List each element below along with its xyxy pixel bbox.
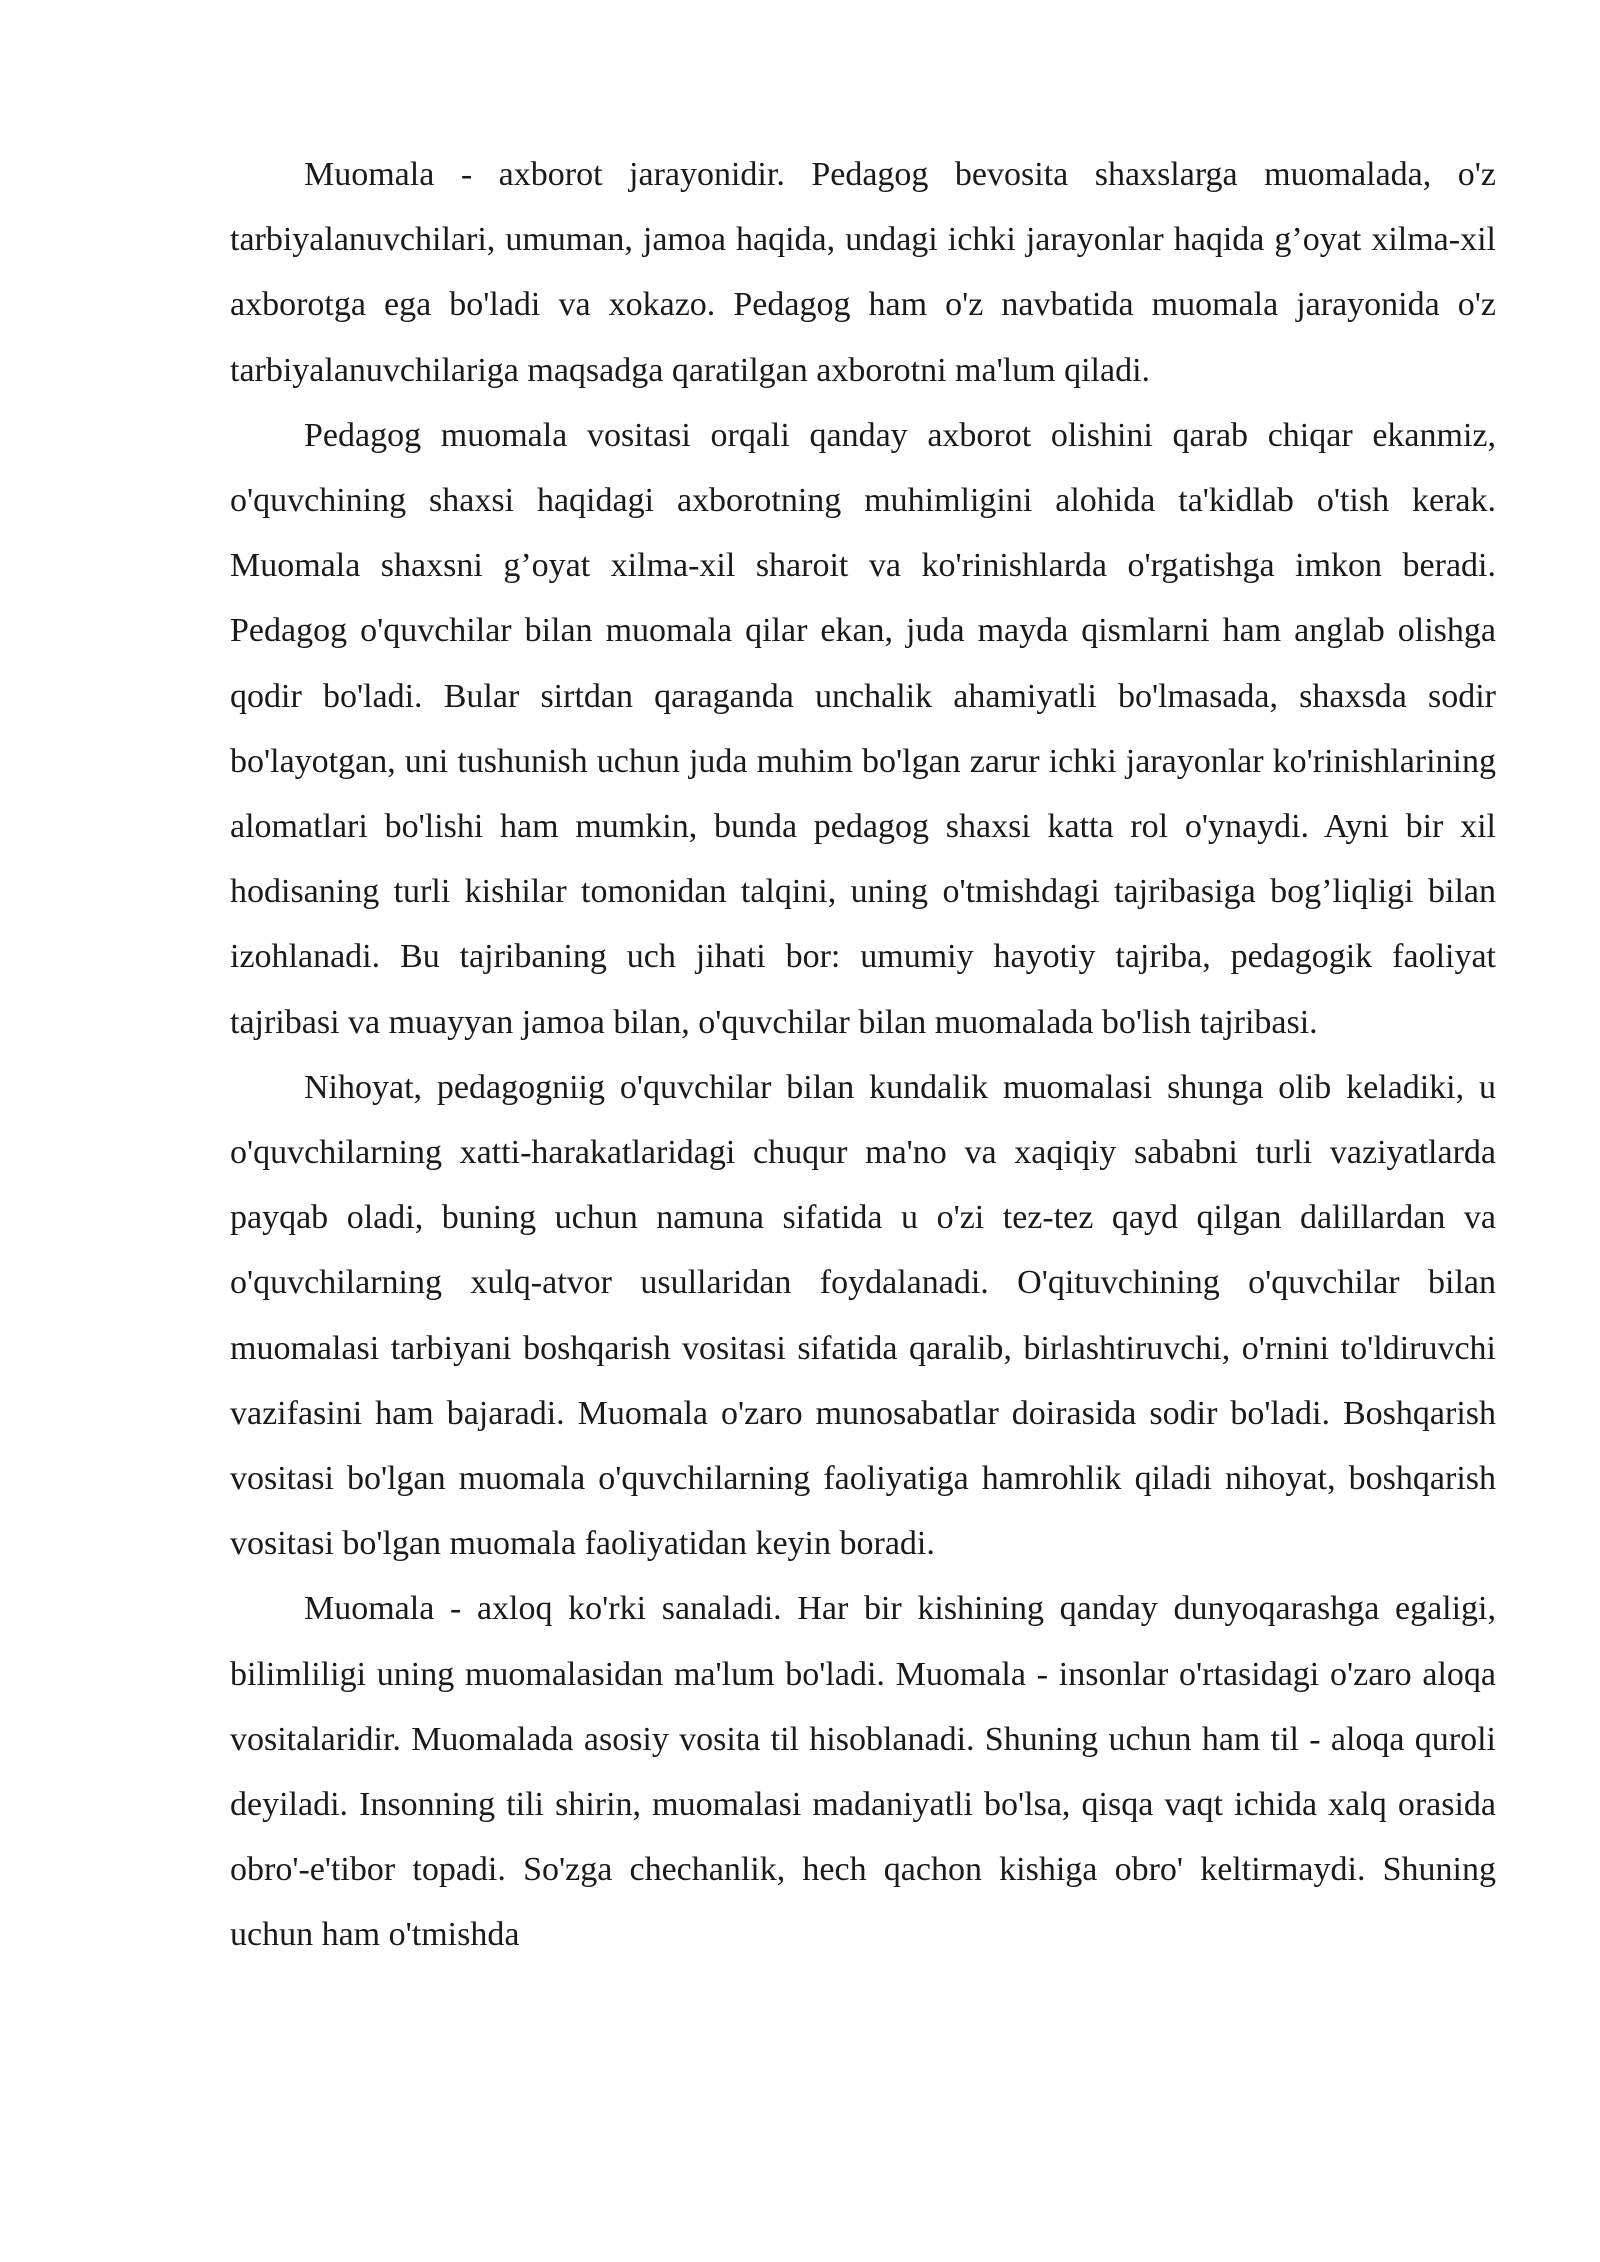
paragraph-2: Pedagog muomala vositasi orqali qanday axborot olishini qarab chiqar ekanmiz, o'quvchining shaxsi haqidagi axborotning muhimligini alohida ta'kidlab o'tish kerak. Muomala shaxsni g’oyat xilma-xil sharoit va ko'rinishlarda o'rgatishga imkon beradi. Pedagog o'quvchilar bilan muomala qilar ekan, juda mayda qismlarni ham anglab olishga qodir bo'ladi. Bular sirtdan qaraganda unchalik ahamiyatli bo'lmasada, shaxsda sodir bo'layotgan, uni tushunish uchun juda muhim bo'lgan zarur ichki jarayonlar ko'rinishlarining alomatlari bo'lishi ham mumkin, bunda pedagog shaxsi katta rol o'ynaydi. Ayni bir xil hodisaning turli kishilar tomonidan talqini, uning o'tmishdagi tajribasiga bog’liqligi bilan izohlanadi. Bu tajribaning uch jihati bor: umumiy hayotiy tajriba, pedagogik faoliyat tajribasi va muayyan jamoa bilan, o'quvchilar bilan muomalada bo'lish tajribasi. <box>230 416 1496 1041</box>
document-body <box>230 142 1496 1968</box>
paragraph-1: Muomala - axborot jarayonidir. Pedagog bevosita shaxslarga muomalada, o'z tarbiyalanuvchilari, umuman, jamoa haqida, undagi ichki jarayonlar haqida g’oyat xilma-xil axborotga ega bo'ladi va xokazo. Pedagog ham o'z navbatida muomala jarayonida o'z tarbiyalanuvchilariga maqsadga qaratilgan axborotni ma'lum qiladi. <box>230 156 1496 389</box>
paragraph-4: Muomala - axloq ko'rki sanaladi. Har bir kishining qanday dunyoqarashga egaligi, bilimliligi uning muomalasidan ma'lum bo'ladi. Muomala - insonlar o'rtasidagi o'zaro aloqa vositalaridir. Muomalada asosiy vosita til hisoblanadi. Shuning uchun ham til - aloqa quroli deyiladi. Insonning tili shirin, muomalasi madaniyatli bo'lsa, qisqa vaqt ichida xalq orasida obro'-e'tibor topadi. So'zga chechanlik, hech qachon kishiga obro' keltirmaydi. Shuning uchun ham o'tmishda <box>230 1590 1496 1954</box>
paragraph-3: Nihoyat, pedagogniig o'quvchilar bilan kundalik muomalasi shunga olib keladiki, u o'quvchilarning xatti-harakatlaridagi chuqur ma'no va xaqiqiy sababni turli vaziyatlarda payqab oladi, buning uchun namuna sifatida u o'zi tez-tez qayd qilgan dalillardan va o'quvchilarning xulq-atvor usullaridan foydalanadi. O'qituvchining o'quvchilar bilan muomalasi tarbiyani boshqarish vositasi sifatida qaralib, birlashtiruvchi, o'rnini to'ldiruvchi vazifasini ham bajaradi. Muomala o'zaro munosabatlar doirasida sodir bo'ladi. Boshqarish vositasi bo'lgan muomala o'quvchilarning faoliyatiga hamrohlik qiladi nihoyat, boshqarish vositasi bo'lgan muomala faoliyatidan keyin boradi. <box>230 1068 1496 1563</box>
